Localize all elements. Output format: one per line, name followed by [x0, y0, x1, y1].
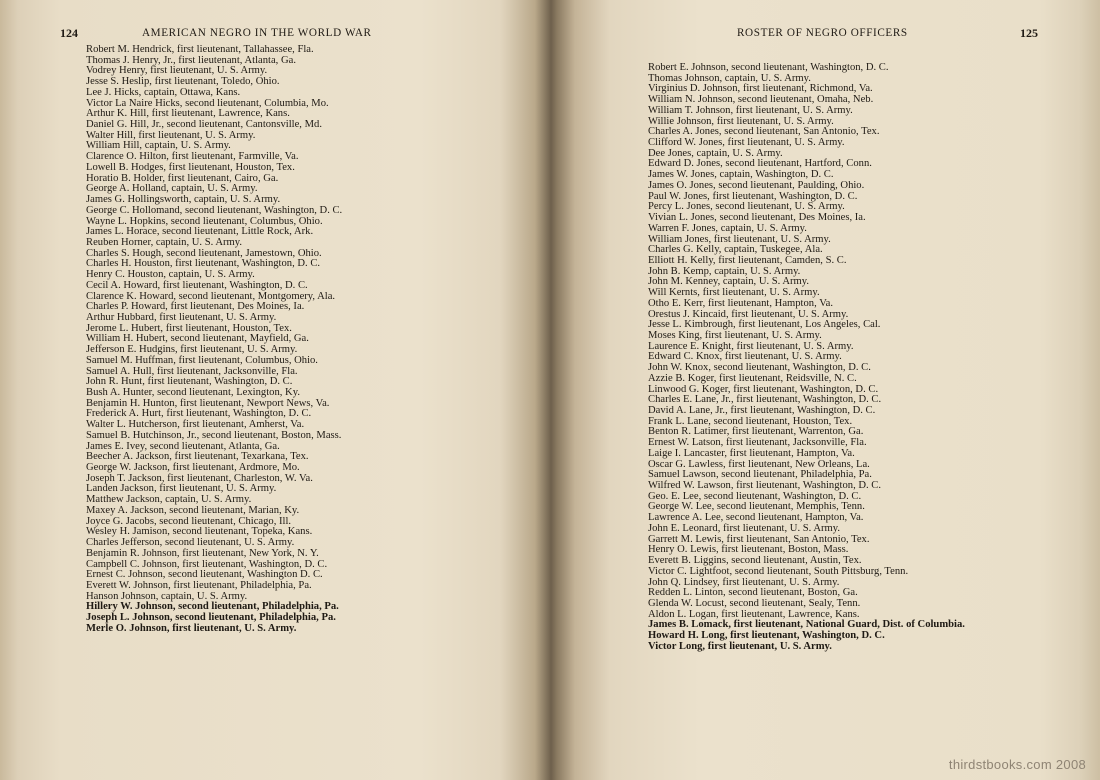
roster-entry: James G. Hollingsworth, captain, U. S. Army. — [86, 194, 281, 206]
roster-entry: Victor C. Lightfoot, second lieutenant, South Pittsburg, Tenn. — [648, 565, 909, 577]
roster-entry: Howard H. Long, first lieutenant, Washington, D. C. — [648, 630, 885, 642]
roster-entry: Jefferson E. Hudgins, first lieutenant, U. S. Army. — [86, 344, 298, 356]
roster-entry: Charles A. Jones, second lieutenant, San Antonio, Tex. — [648, 126, 880, 138]
roster-entry: Edward D. Jones, second lieutenant, Hartford, Conn. — [648, 158, 872, 170]
roster-entry: Robert E. Johnson, second lieutenant, Washington, D. C. — [648, 62, 889, 73]
roster-entry: Redden L. Linton, second lieutenant, Boston, Ga. — [648, 587, 858, 599]
roster-entry: Paul W. Jones, first lieutenant, Washington, D. C. — [648, 190, 858, 202]
roster-entry: Reuben Horner, captain, U. S. Army. — [86, 236, 242, 248]
roster-entry: Jesse S. Heslip, first lieutenant, Toledo, Ohio. — [86, 76, 280, 88]
roster-entry: Garrett M. Lewis, first lieutenant, San Antonio, Tex. — [648, 533, 870, 545]
right-page — [560, 0, 1100, 780]
roster-entry: Benjamin H. Hunton, first lieutenant, Newport News, Va. — [86, 397, 330, 409]
roster-entry: Lee J. Hicks, captain, Ottawa, Kans. — [86, 86, 241, 98]
roster-entry: Hillery W. Johnson, second lieutenant, Philadelphia, Pa. — [86, 601, 339, 613]
roster-entry: Wesley H. Jamison, second lieutenant, Topeka, Kans. — [86, 526, 313, 538]
roster-entry: Cecil A. Howard, first lieutenant, Washington, D. C. — [86, 279, 308, 291]
roster-entry: Vivian L. Jones, second lieutenant, Des Moines, Ia. — [648, 212, 866, 224]
roster-entry: Jesse L. Kimbrough, first lieutenant, Los Angeles, Cal. — [648, 319, 881, 331]
roster-entry: Everett B. Liggins, second lieutenant, Austin, Tex. — [648, 555, 862, 567]
roster-entry: Charles G. Kelly, captain, Tuskegee, Ala. — [648, 244, 823, 256]
roster-entry: Moses King, first lieutenant, U. S. Army. — [648, 329, 822, 341]
roster-entry: Charles P. Howard, first lieutenant, Des Moines, Ia. — [86, 301, 305, 313]
roster-entry: Jerome L. Hubert, first lieutenant, Houston, Tex. — [86, 322, 292, 334]
roster-entry: Landen Jackson, first lieutenant, U. S. Army. — [86, 483, 277, 495]
roster-entry: Frederick A. Hurt, first lieutenant, Washington, D. C. — [86, 408, 312, 420]
roster-entry: Maxey A. Jackson, second lieutenant, Marian, Ky. — [86, 504, 300, 516]
roster-entry: Geo. E. Lee, second lieutenant, Washington, D. C. — [648, 490, 862, 502]
right-page-number: 125 — [1020, 26, 1038, 40]
roster-entry: Will Kernts, first lieutenant, U. S. Army. — [648, 287, 820, 299]
roster-entry: Campbell C. Johnson, first lieutenant, Washington, D. C. — [86, 558, 328, 570]
roster-entry: David A. Lane, Jr., first lieutenant, Washington, D. C. — [648, 405, 876, 416]
roster-entry: Clarence K. Howard, second lieutenant, Montgomery, Ala. — [86, 290, 336, 302]
roster-entry: Virginius D. Johnson, first lieutenant, Richmond, Va. — [648, 83, 873, 95]
roster-entry: John W. Knox, second lieutenant, Washington, D. C. — [648, 362, 871, 374]
roster-entry: George W. Jackson, first lieutenant, Ardmore, Mo. — [86, 462, 300, 474]
roster-entry: Wayne L. Hopkins, second lieutenant, Columbus, Ohio. — [86, 215, 323, 227]
roster-entry: Victor La Naire Hicks, second lieutenant, Columbia, Mo. — [86, 97, 329, 109]
left-page — [0, 0, 548, 780]
roster-entry: George A. Holland, captain, U. S. Army. — [86, 183, 258, 195]
right-roster-list — [648, 63, 965, 653]
roster-entry: Arthur K. Hill, first lieutenant, Lawrence, Kans. — [86, 108, 290, 120]
roster-entry: Benjamin R. Johnson, first lieutenant, New York, N. Y. — [86, 547, 319, 559]
roster-entry: William T. Johnson, first lieutenant, U. S. Army. — [648, 104, 853, 116]
roster-entry: Charles H. Houston, first lieutenant, Washington, D. C. — [86, 258, 321, 270]
roster-entry: Thomas Johnson, captain, U. S. Army. — [648, 72, 811, 84]
roster-entry: Arthur Hubbard, first lieutenant, U. S. Army. — [86, 311, 277, 323]
roster-entry: Ernest W. Latson, first lieutenant, Jacksonville, Fla. — [648, 437, 867, 449]
roster-entry: Robert M. Hendrick, first lieutenant, Tallahassee, Fla. — [86, 44, 314, 55]
roster-entry: John R. Hunt, first lieutenant, Washington, D. C. — [86, 376, 293, 388]
roster-entry: Beecher A. Jackson, first lieutenant, Texarkana, Tex. — [86, 451, 309, 463]
roster-entry: John M. Kenney, captain, U. S. Army. — [648, 276, 810, 288]
roster-entry: Clifford W. Jones, first lieutenant, U. S. Army. — [648, 137, 845, 149]
roster-entry: Willie Johnson, first lieutenant, U. S. Army. — [648, 115, 834, 127]
roster-entry: Warren F. Jones, captain, U. S. Army. — [648, 222, 807, 234]
roster-entry: Merle O. Johnson, first lieutenant, U. S. Army. — [86, 622, 297, 634]
roster-entry: Samuel M. Huffman, first lieutenant, Columbus, Ohio. — [86, 354, 318, 366]
roster-entry: Otho E. Kerr, first lieutenant, Hampton, Va. — [648, 297, 834, 309]
roster-entry: Ernest C. Johnson, second lieutenant, Washington D. C. — [86, 569, 323, 581]
roster-entry: Everett W. Johnson, first lieutenant, Philadelphia, Pa. — [86, 579, 312, 591]
roster-entry: James L. Horace, second lieutenant, Little Rock, Ark. — [86, 226, 314, 238]
roster-entry: Aldon L. Logan, first lieutenant, Lawrence, Kans. — [648, 608, 860, 620]
roster-entry: Bush A. Hunter, second lieutenant, Lexington, Ky. — [86, 387, 300, 398]
roster-entry: James W. Jones, captain, Washington, D. C. — [648, 169, 834, 181]
roster-entry: John B. Kemp, captain, U. S. Army. — [648, 265, 801, 277]
roster-entry: Lawrence A. Lee, second lieutenant, Hampton, Va. — [648, 512, 864, 524]
roster-entry: William Hill, captain, U. S. Army. — [86, 140, 231, 152]
roster-entry: George W. Lee, second lieutenant, Memphis, Tenn. — [648, 501, 865, 513]
left-page-number: 124 — [60, 26, 78, 40]
roster-entry: Thomas J. Henry, Jr., first lieutenant, Atlanta, Ga. — [86, 54, 296, 66]
roster-entry: Benton R. Latimer, first lieutenant, Warrenton, Ga. — [648, 426, 864, 438]
roster-entry: Frank L. Lane, second lieutenant, Houston, Tex. — [648, 415, 853, 427]
roster-entry: Henry C. Houston, captain, U. S. Army. — [86, 269, 255, 281]
roster-entry: John Q. Lindsey, first lieutenant, U. S. Army. — [648, 576, 840, 588]
left-running-head: AMERICAN NEGRO IN THE WORLD WAR — [142, 27, 372, 39]
roster-entry: Wilfred W. Lawson, first lieutenant, Washington, D. C. — [648, 480, 882, 492]
roster-entry: William N. Johnson, second lieutenant, Omaha, Neb. — [648, 94, 874, 106]
roster-entry: Samuel Lawson, second lieutenant, Philadelphia, Pa. — [648, 469, 872, 481]
roster-entry: John E. Leonard, first lieutenant, U. S. Army. — [648, 522, 841, 534]
right-running-head: ROSTER OF NEGRO OFFICERS — [737, 27, 908, 39]
roster-entry: Henry O. Lewis, first lieutenant, Boston, Mass. — [648, 544, 849, 556]
roster-entry: Hanson Johnson, captain, U. S. Army. — [86, 590, 248, 602]
roster-entry: Joseph T. Jackson, first lieutenant, Charleston, W. Va. — [86, 472, 313, 484]
roster-entry: Daniel G. Hill, Jr., second lieutenant, Cantonsville, Md. — [86, 119, 322, 131]
roster-entry: Charles E. Lane, Jr., first lieutenant, Washington, D. C. — [648, 394, 882, 406]
roster-entry: James E. Ivey, second lieutenant, Atlanta, Ga. — [86, 440, 280, 452]
roster-entry: Joyce G. Jacobs, second lieutenant, Chicago, Ill. — [86, 515, 292, 527]
roster-entry: Vodrey Henry, first lieutenant, U. S. Army. — [86, 65, 268, 77]
roster-entry: Lowell B. Hodges, first lieutenant, Houston, Tex. — [86, 161, 295, 173]
roster-entry: William Jones, first lieutenant, U. S. Army. — [648, 233, 831, 245]
roster-entry: Samuel B. Hutchinson, Jr., second lieutenant, Boston, Mass. — [86, 429, 342, 441]
roster-entry: Oscar G. Lawless, first lieutenant, New Orleans, La. — [648, 458, 870, 470]
roster-entry: William H. Hubert, second lieutenant, Mayfield, Ga. — [86, 333, 309, 345]
roster-entry: Orestus J. Kincaid, first lieutenant, U. S. Army. — [648, 308, 849, 320]
roster-entry: Charles S. Hough, second lieutenant, Jamestown, Ohio. — [86, 247, 322, 259]
roster-entry: Charles Jefferson, second lieutenant, U. S. Army. — [86, 537, 295, 549]
roster-entry: Matthew Jackson, captain, U. S. Army. — [86, 494, 252, 506]
roster-entry: George C. Hollomand, second lieutenant, Washington, D. C. — [86, 204, 343, 216]
roster-entry: Percy L. Jones, second lieutenant, U. S. Army. — [648, 201, 845, 213]
roster-entry: Samuel A. Hull, first lieutenant, Jacksonville, Fla. — [86, 365, 298, 377]
left-roster-list — [86, 45, 342, 635]
roster-entry: Victor Long, first lieutenant, U. S. Army. — [648, 640, 832, 652]
roster-entry: Azzie B. Koger, first lieutenant, Reidsville, N. C. — [648, 372, 857, 384]
roster-entry: Clarence O. Hilton, first lieutenant, Farmville, Va. — [86, 151, 299, 163]
roster-entry: Walter L. Hutcherson, first lieutenant, Amherst, Va. — [86, 419, 305, 431]
roster-entry: Linwood G. Koger, first lieutenant, Washington, D. C. — [648, 383, 879, 395]
roster-entry: James B. Lomack, first lieutenant, National Guard, Dist. of Columbia. — [648, 619, 965, 631]
roster-entry: Laurence E. Knight, first lieutenant, U. S. Army. — [648, 340, 854, 352]
roster-entry: Dee Jones, captain, U. S. Army. — [648, 147, 783, 159]
roster-entry: Walter Hill, first lieutenant, U. S. Army. — [86, 129, 256, 141]
roster-entry: Edward C. Knox, first lieutenant, U. S. Army. — [648, 351, 842, 363]
roster-entry: Glenda W. Locust, second lieutenant, Sealy, Tenn. — [648, 597, 861, 609]
roster-entry: Joseph L. Johnson, second lieutenant, Philadelphia, Pa. — [86, 612, 336, 624]
roster-entry: Elliott H. Kelly, first lieutenant, Camden, S. C. — [648, 254, 847, 266]
watermark: thirdstbooks.com 2008 — [948, 757, 1086, 772]
roster-entry: James O. Jones, second lieutenant, Paulding, Ohio. — [648, 179, 865, 191]
roster-entry: Laige I. Lancaster, first lieutenant, Hampton, Va. — [648, 447, 855, 459]
roster-entry: Horatio B. Holder, first lieutenant, Cairo, Ga. — [86, 172, 279, 184]
